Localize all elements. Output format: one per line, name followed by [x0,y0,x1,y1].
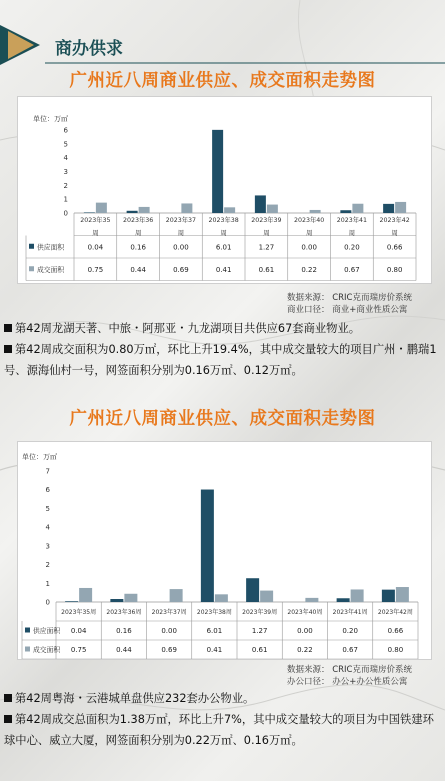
chart-1-scope: 商业口径： 商业+商业性质公寓 [287,305,408,315]
x-tick-label: 2023年39周 [242,609,278,616]
x-tick-label: 2023年35周 [61,609,97,616]
section-title: 商办供求 [55,39,123,59]
data-label: 0.66 [386,243,403,252]
square-bullet-icon [4,694,12,702]
bar-supply [127,211,138,213]
x-tick-label: 2023年35 [80,217,111,224]
y-tick-label: 2 [45,561,50,570]
bar-deal [351,589,364,602]
x-tick-label: 2023年42周 [377,609,413,616]
square-bullet-icon [4,715,12,723]
data-label: 0.22 [297,646,313,654]
chart-1-title: 广州近八周商业供应、成交面积走势图 [69,71,376,91]
bar-supply [246,578,259,602]
bar-deal [305,598,318,602]
square-bullet-icon [4,345,12,353]
bar-deal [310,210,321,213]
data-label: 0.00 [161,627,177,635]
y-tick-label: 2 [63,181,68,190]
data-label: 0.61 [258,265,275,274]
chart-1-source: 数据来源： CRIC克而瑞房价系统 [287,293,412,303]
legend-label: 成交面积 [37,265,65,274]
y-tick-label: 3 [45,542,50,551]
x-tick-label-suffix: 周 [220,230,227,237]
x-tick-label-suffix: 周 [305,230,313,237]
legend-swatch-supply [29,244,34,249]
x-tick-label: 2023年36周 [106,609,142,616]
bar-supply [201,490,214,602]
bar-deal [395,202,406,213]
data-label: 6.01 [215,243,232,252]
x-tick-label-suffix: 周 [348,230,356,237]
data-label: 0.69 [173,265,189,274]
data-label: 6.01 [206,627,223,635]
chart-2-scope: 办公口径： 办公+办公性质公寓 [287,677,408,687]
bullet-item: 第42周成交总面积为1.38万㎡，环比上升7%，其中成交量较大的项目为中国铁建环球中心、威立大厦，网签面积分别为0.22万㎡、0.16万㎡。 [4,713,434,747]
data-label: 0.41 [215,265,232,274]
y-tick-label: 0 [63,209,68,218]
chart-2-title: 广州近八周商业供应、成交面积走势图 [69,409,376,429]
y-tick-label: 5 [45,504,50,513]
bar-deal [139,207,150,213]
y-tick-label: 4 [45,523,50,532]
data-label: 0.44 [116,646,132,654]
bar-supply [84,212,95,213]
y-tick-label: 4 [63,154,68,163]
y-tick-label: 6 [45,486,50,495]
y-tick-label: 7 [45,467,50,476]
bar-supply [212,130,223,213]
y-axis-unit-label: 单位：万㎡ [22,453,57,461]
bar-deal [124,594,137,602]
bar-deal [352,204,363,213]
data-label: 0.66 [387,627,404,635]
data-label: 0.41 [206,646,223,654]
bar-deal [170,589,183,602]
data-label: 1.27 [258,243,275,252]
bar-supply [383,204,394,213]
bar-deal [96,203,107,213]
data-label: 0.80 [386,265,403,274]
data-label: 0.16 [116,627,132,635]
bullet-item: 第42周成交面积为0.80万㎡，环比上升19.4%，其中成交量较大的项目广州・鹏瑞1号、源海仙村一号，网签面积分别为0.16万㎡、0.12万㎡。 [4,343,437,377]
bar-deal [215,594,228,602]
x-tick-label: 2023年42 [379,217,410,224]
chart-1-svg [18,97,431,283]
data-label: 0.16 [130,243,146,252]
legend-label: 供应面积 [33,627,61,635]
x-tick-label-suffix: 周 [263,230,270,237]
bar-supply [110,599,123,602]
bar-deal [267,205,278,213]
bullet-item: 第42周粤海・云港城单盘供应232套办公物业。 [4,688,439,709]
data-label: 0.67 [344,265,360,274]
data-label: 0.80 [387,646,404,654]
x-tick-label: 2023年38 [208,217,239,224]
bar-deal [224,207,235,213]
x-tick-label: 2023年41周 [332,609,368,616]
x-tick-label: 2023年37周 [151,609,187,616]
data-label: 0.00 [301,243,317,252]
chart-2-svg [18,442,431,659]
legend-label: 供应面积 [37,243,65,252]
data-label: 1.27 [251,627,268,635]
data-label: 0.04 [70,627,87,635]
y-tick-label: 3 [63,168,68,176]
x-tick-label: 2023年38周 [196,609,232,616]
data-label: 0.75 [70,646,87,654]
x-tick-label: 2023年39 [251,217,282,224]
bullet-list-1 [4,318,439,381]
data-label: 0.00 [297,627,313,635]
legend-swatch-supply [25,628,30,633]
data-label: 0.61 [251,646,268,654]
y-tick-label: 6 [63,126,68,135]
chart-1-card [17,96,432,284]
x-tick-label-suffix: 周 [134,230,142,237]
x-tick-label-suffix: 周 [92,230,99,237]
data-label: 0.44 [130,265,146,274]
legend-swatch-deal [25,647,30,652]
x-tick-label: 2023年37 [165,217,197,224]
data-label: 0.67 [342,646,358,654]
bullet-list-2 [4,688,439,751]
y-tick-label: 1 [45,579,50,588]
x-tick-label: 2023年36 [122,217,154,224]
bar-deal [396,587,409,602]
x-tick-label: 2023年41 [336,217,368,224]
data-label: 0.69 [161,646,177,654]
bar-deal [181,203,192,213]
y-tick-label: 1 [63,195,68,204]
y-axis-unit-label: 单位：万㎡ [33,115,68,123]
data-label: 0.20 [342,627,358,635]
x-tick-label: 2023年40周 [287,609,323,616]
chart-2-card [17,441,432,660]
bar-supply [340,210,351,213]
x-tick-label: 2023年40 [293,217,325,224]
x-tick-label-suffix: 周 [391,230,398,237]
bar-deal [260,591,273,602]
legend-swatch-deal [29,266,34,271]
data-label: 0.22 [301,265,317,274]
x-tick-label-suffix: 周 [177,230,185,237]
bar-supply [337,598,350,602]
bullet-item: 第42周龙湖天著、中旅・阿那亚・九龙湖项目共供应67套商业物业。 [4,318,439,339]
chart-2-source: 数据来源： CRIC克而瑞房价系统 [287,665,412,675]
data-label: 0.75 [87,265,104,274]
data-label: 0.04 [87,243,104,252]
legend-label: 成交面积 [33,646,61,654]
bar-deal [79,588,92,602]
data-label: 0.20 [344,243,360,252]
y-tick-label: 5 [63,140,68,149]
square-bullet-icon [4,324,12,332]
bar-supply [65,601,78,602]
bar-supply [382,590,395,602]
bar-supply [255,195,266,213]
data-label: 0.00 [173,243,189,252]
y-tick-label: 0 [45,598,50,607]
